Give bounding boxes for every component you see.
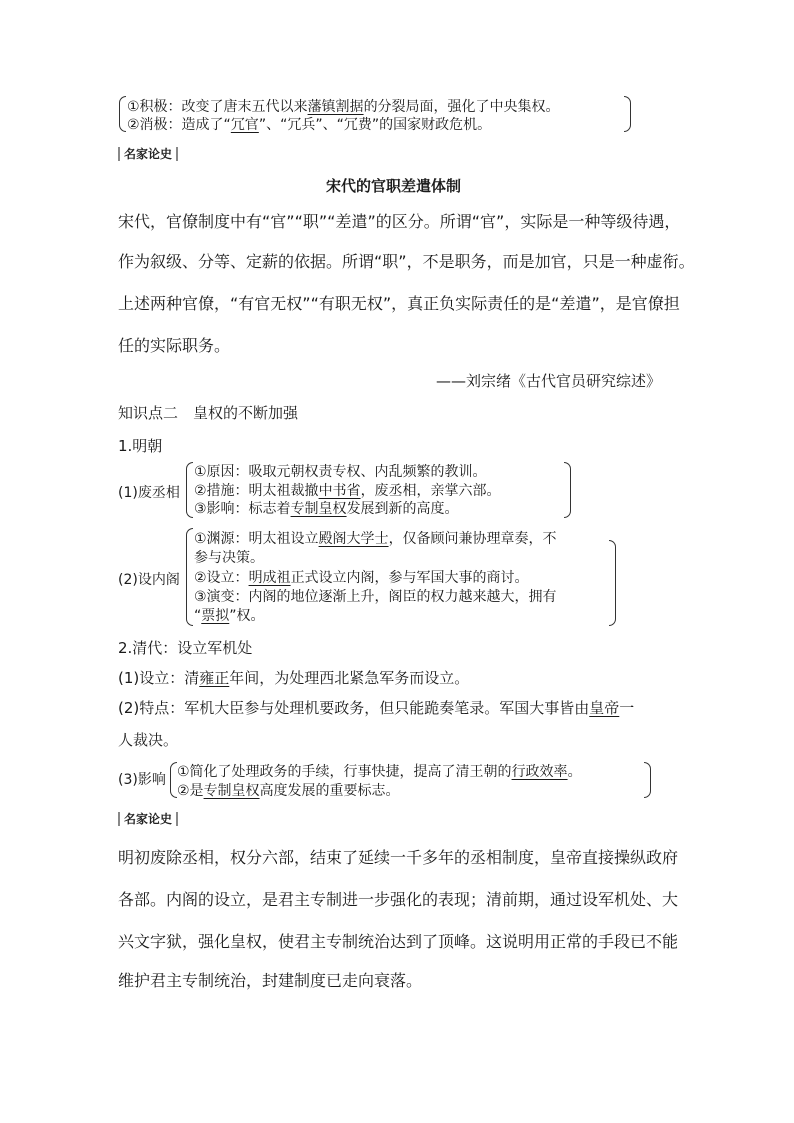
top-box-line-1: ①积极：改变了唐末五代以来藩镇割据的分裂局面，强化了中央集权。 bbox=[127, 99, 560, 115]
famous-commentary-badge: 名家论史 bbox=[118, 810, 178, 828]
famous-commentary-badge: 名家论史 bbox=[118, 145, 178, 163]
section-heading: 知识点二 皇权的不断加强 bbox=[118, 404, 299, 422]
impact-label: (3)影响 bbox=[118, 772, 166, 788]
top-left-brace bbox=[119, 96, 126, 132]
cabinet-label: (2)设内阁 bbox=[118, 572, 180, 588]
ming-heading: 1.明朝 bbox=[118, 437, 163, 455]
abolish-line-2: ②措施：明太祖裁撤中书省，废丞相，亲掌六部。 bbox=[194, 483, 501, 499]
cabinet-right-brace bbox=[609, 540, 616, 626]
abolish-line-1: ①原因：吸取元朝权责专权、内乱频繁的教训。 bbox=[194, 464, 487, 480]
cabinet-left-brace bbox=[186, 528, 193, 626]
impact-line-2: ②是专制皇权高度发展的重要标志。 bbox=[177, 783, 400, 799]
qing-features-line-2: 人裁决。 bbox=[118, 731, 179, 749]
abolish-right-brace bbox=[564, 462, 571, 518]
impact-line-1: ①简化了处理政务的手续，行事快捷，提高了清王朝的行政效率。 bbox=[177, 764, 582, 780]
essay2-line: 维护君主专制统治，封建制度已走向衰落。 bbox=[118, 971, 423, 990]
top-right-brace bbox=[624, 96, 631, 132]
essay2-line: 各部。内阁的设立，是君主专制进一步强化的表现；清前期，通过设军机处、大 bbox=[118, 890, 679, 909]
top-box-line-2: ②消极：造成了“冗官”、“冗兵”、“冗费”的国家财政危机。 bbox=[127, 117, 492, 133]
cabinet-line-5: “票拟”权。 bbox=[194, 608, 265, 624]
essay-line: 宋代，官僚制度中有“官”“职”“差遣”的区分。所谓“官”，实际是一种等级待遇， bbox=[118, 212, 681, 231]
essay2-line: 明初废除丞相，权分六部，结束了延续一千多年的丞相制度，皇帝直接操纵政府 bbox=[118, 848, 679, 867]
qing-features-line-1: (2)特点：军机大臣参与处理机要政务，但只能跪奏笔录。军国大事皆由皇帝一 bbox=[118, 699, 635, 717]
abolish-left-brace bbox=[186, 462, 193, 518]
qing-heading: 2.清代：设立军机处 bbox=[118, 639, 253, 657]
impact-right-brace bbox=[644, 762, 651, 798]
essay-line: 任的实际职务。 bbox=[118, 336, 231, 355]
essay-line: 作为叙级、分等、定薪的依据。所谓“职”，不是职务，而是加官，只是一种虚衔。 bbox=[118, 252, 695, 271]
essay2-line: 兴文字狱，强化皇权，使君主专制统治达到了顶峰。这说明用正常的手段已不能 bbox=[118, 932, 679, 951]
impact-left-brace bbox=[170, 762, 177, 798]
essay-title: 宋代的官职差遣体制 bbox=[326, 177, 462, 195]
cabinet-line-3: ②设立：明成祖正式设立内阁，参与军国大事的商讨。 bbox=[194, 570, 529, 586]
essay-line: 上述两种官僚，“有官无权”“有职无权”，真正负实际责任的是“差遣”，是官僚担 bbox=[118, 294, 680, 313]
cabinet-line-2: 参与决策。 bbox=[194, 550, 264, 566]
qing-setup: (1)设立：清雍正年间，为处理西北紧急军务而设立。 bbox=[118, 669, 470, 687]
essay-source: ——刘宗绪《古代官员研究综述》 bbox=[436, 372, 662, 390]
cabinet-line-1: ①渊源：明太祖设立殿阁大学士，仅备顾问兼协理章奏，不 bbox=[194, 531, 557, 547]
abolish-label: (1)废丞相 bbox=[118, 485, 180, 501]
cabinet-line-4: ③演变：内阁的地位逐渐上升，阁臣的权力越来越大，拥有 bbox=[194, 589, 557, 605]
abolish-line-3: ③影响：标志着专制皇权发展到新的高度。 bbox=[194, 501, 459, 517]
